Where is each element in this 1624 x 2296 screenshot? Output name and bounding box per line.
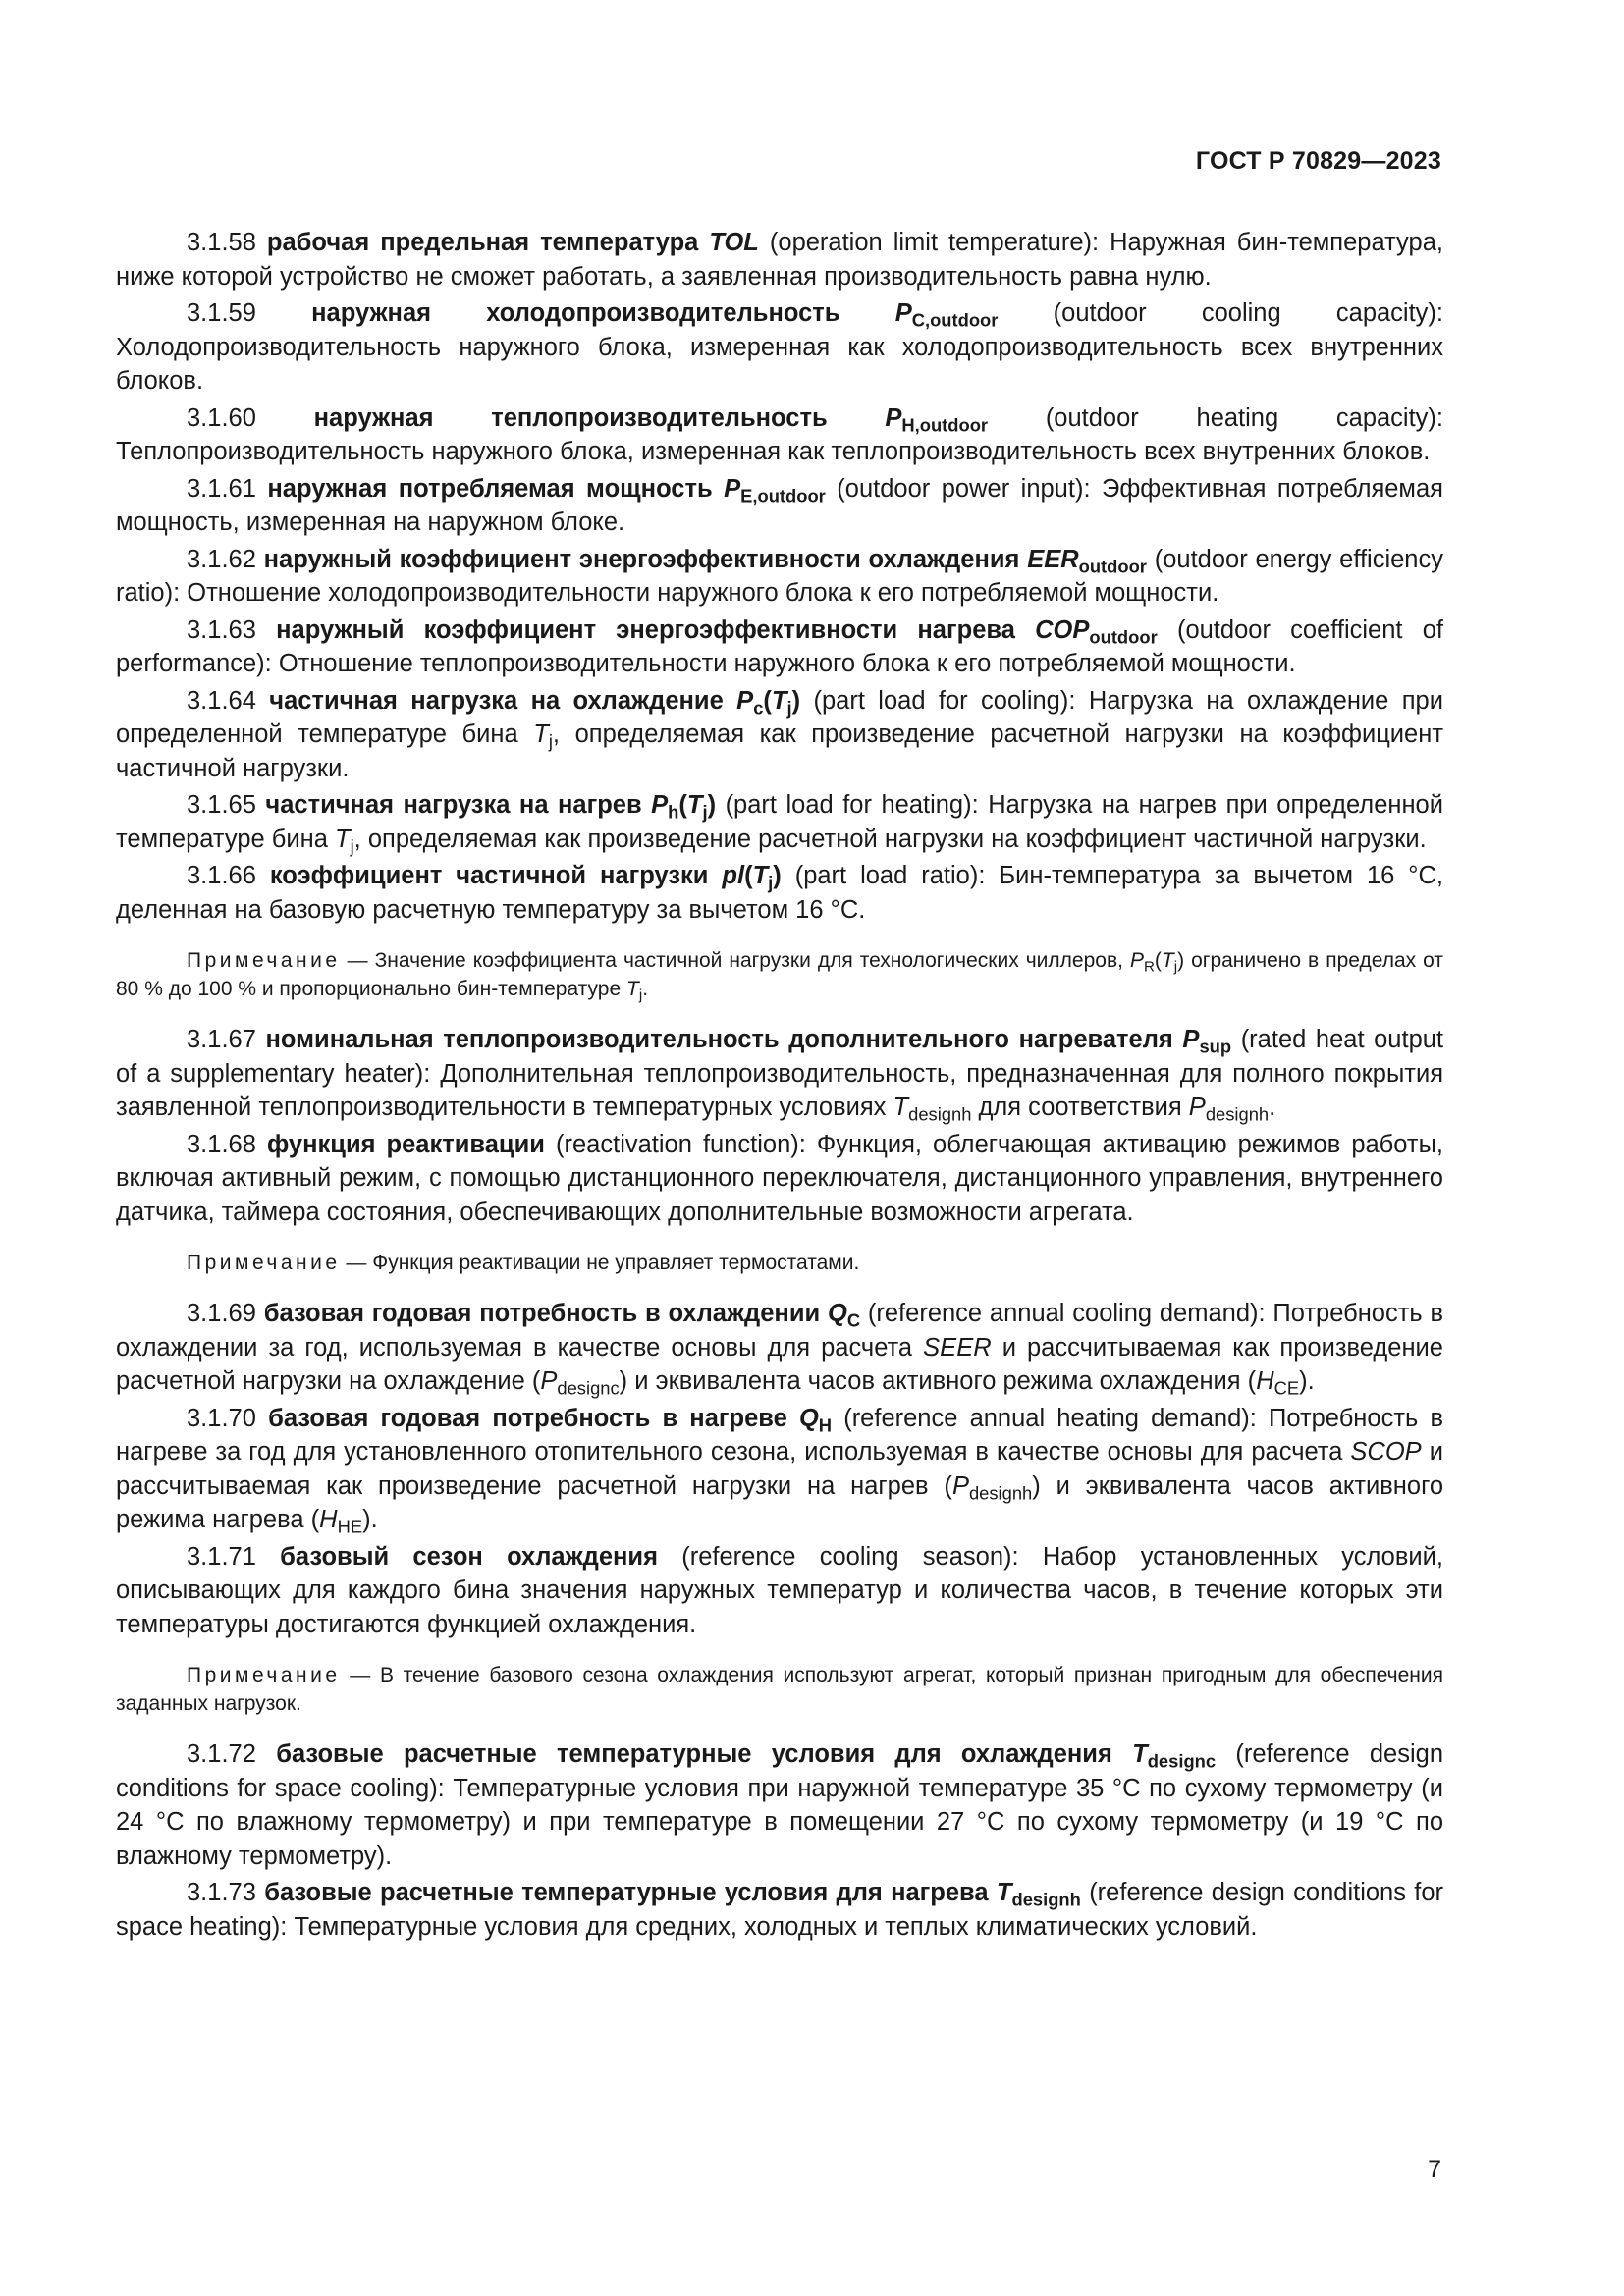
term-3-1-70: 3.1.70 базовая годовая потребность в нагреве $Q_H$ (reference annual heating demand): Потребность в нагреве за год для установленного отопительного сезона, используемая в качестве основы для расчета SCOP и рассчитываемая как произведение расчетной нагрузки на нагрев $(P_{designh})$ и эквивалента часов активного режима нагрева $(H_{HE})$. (116, 1404, 1443, 1537)
term-title: базовая годовая потребность в нагреве (268, 1404, 787, 1432)
term-title: наружная холодопроизводительность (311, 299, 840, 327)
term-3-1-72: 3.1.72 базовые расчетные температурные условия для охлаждения $T_{designc}$ (reference design conditions for space cooling): Температурные условия при наружной температуре 35 °С по сухому термометру (и 24 °С по влажному термометру) и при температуре в помещении 27 °С по сухому термометру (и 19 °С по влажному термометру). (116, 1740, 1444, 1870)
term-3-1-61: 3.1.61 наружная потребляемая мощность $P_{E,outdoor}$ (outdoor power input): Эффективная потребляемая мощность, измеренная на наружном блоке. (116, 474, 1443, 536)
term-title: функция реактивации (266, 1130, 545, 1158)
term-3-1-65: 3.1.65 частичная нагрузка на нагрев $P_h(T_j)$ (part load for heating): Нагрузка на нагрев при определенной температуре бина $T_j$, определяемая как произведение расчетной нагрузки на коэффициент частичной нагрузки. (116, 791, 1443, 856)
term-title: рабочая предельная температура (266, 229, 699, 256)
term-title: частичная нагрузка на охлаждение (269, 686, 724, 715)
term-title: частичная нагрузка на нагрев (265, 791, 642, 819)
term-title: наружная потребляемая мощность (267, 474, 713, 503)
term-title: базовая годовая потребность в охлаждении (263, 1300, 821, 1327)
term-title: коэффициент частичной нагрузки (269, 862, 709, 889)
term-title: наружная теплопроизводительность (313, 403, 828, 432)
term-3-1-62: 3.1.62 наружный коэффициент энергоэффективности охлаждения $EER_{outdoor}$ (outdoor energy efficiency ratio): Отношение холодопроизводительности наружного блока к его потребляемой мощности. (116, 545, 1443, 607)
term-3-1-63: 3.1.63 наружный коэффициент энергоэффективности нагрева $COP_{outdoor}$ (outdoor coefficient of performance): Отношение теплопроизводительности наружного блока к его потребляемой мощности. (116, 615, 1443, 677)
term-symbol: TOL (709, 229, 759, 256)
note-part-load: Примечание — Значение коэффициента частичной нагрузки для технологических чиллеров, $P_R(T_j)$ ограничено в пределах от 80 % до 100 % и пропорционально бин-температуре $T_j$. (116, 949, 1444, 1004)
term-3-1-58: 3.1.58 рабочая предельная температура TOL (operation limit temperature): Наружная бин-температура, ниже которой устройство не сможет работать, а заявленная производительность равна нулю. (116, 229, 1443, 291)
term-title: базовый сезон охлаждения (280, 1542, 658, 1571)
note-reactivation: Примечание — Функция реактивации не управляет термостатами. (187, 1252, 860, 1274)
term-3-1-73: 3.1.73 базовые расчетные температурные условия для нагрева $T_{designh}$ (reference design conditions for space heating): Температурные условия для средних, холодных и теплых климатических условий. (116, 1879, 1444, 1941)
document-body (116, 226, 1443, 1947)
note-label: Примечание (187, 1664, 341, 1686)
term-3-1-68: 3.1.68 функция реактивации (reactivation function): Функция, облегчающая активацию режимов работы, включая активный режим, с помощью дистанционного переключателя, дистанционного управления, внутреннего датчика, таймера состояния, обеспечивающих дополнительные возможности агрегата. (116, 1130, 1444, 1226)
note-cooling-season: Примечание — В течение базового сезона охлаждения используют агрегат, который признан пригодным для обеспечения заданных нагрузок. (116, 1664, 1443, 1715)
note-label: Примечание (187, 1252, 341, 1274)
term-3-1-67: 3.1.67 номинальная теплопроизводительность дополнительного нагревателя $P_{sup}$ (rated heat output of a supplementary heater): Дополнительная теплопроизводительность, предназначенная для полного покрытия заявленной теплопроизводительности в температурных условиях $T_{designh}$ для соответствия $P_{designh}$. (116, 1026, 1444, 1125)
document-header: ГОСТ Р 70829—2023 (1195, 147, 1441, 175)
term-3-1-71: 3.1.71 базовый сезон охлаждения (reference cooling season): Набор установленных условий, описывающих для каждого бина значения наружных температур и количества часов, в течение которых эти температуры достигаются функцией охлаждения. (116, 1542, 1443, 1638)
term-title: наружный коэффициент энергоэффективности нагрева (276, 615, 1015, 644)
note-label: Примечание (187, 949, 341, 972)
term-title: базовые расчетные температурные условия для охлаждения (276, 1740, 1112, 1768)
term-title: наружный коэффициент энергоэффективности охлаждения (263, 545, 1020, 573)
term-3-1-60: 3.1.60 наружная теплопроизводительность $P_{H,outdoor}$ (outdoor heating capacity): Теплопроизводительность наружного блока, измеренная как теплопроизводительность всех внутренних блоков. (116, 403, 1444, 465)
term-title: базовые расчетные температурные условия для нагрева (264, 1879, 989, 1906)
term-3-1-64: 3.1.64 частичная нагрузка на охлаждение $P_c(T_j)$ (part load for cooling): Нагрузка на охлаждение при определенной температуре бина $T_j$, определяемая как произведение расчетной нагрузки на коэффициент частичной нагрузки. (116, 686, 1443, 782)
term-3-1-59: 3.1.59 наружная холодопроизводительность $P_{C,outdoor}$ (outdoor cooling capacity): Холодопроизводительность наружного блока, измеренная как холодопроизводительность всех внутренних блоков. (116, 299, 1444, 395)
term-3-1-69: 3.1.69 базовая годовая потребность в охлаждении $Q_C$ (reference annual cooling demand): Потребность в охлаждении за год, используемая в качестве основы для расчета SEER и рассчитываемая как произведение расчетной нагрузки на охлаждение $(P_{designc})$ и эквивалента часов активного режима охлаждения $(H_{CE})$. (116, 1300, 1444, 1399)
page-number: 7 (1428, 2156, 1441, 2183)
term-title: номинальная теплопроизводительность дополнительного нагревателя (265, 1026, 1173, 1053)
term-3-1-66: 3.1.66 коэффициент частичной нагрузки $pl(T_j)$ (part load ratio): Бин-температура за вычетом 16 °С, деленная на базовую расчетную температуру за вычетом 16 °С. (116, 862, 1443, 924)
